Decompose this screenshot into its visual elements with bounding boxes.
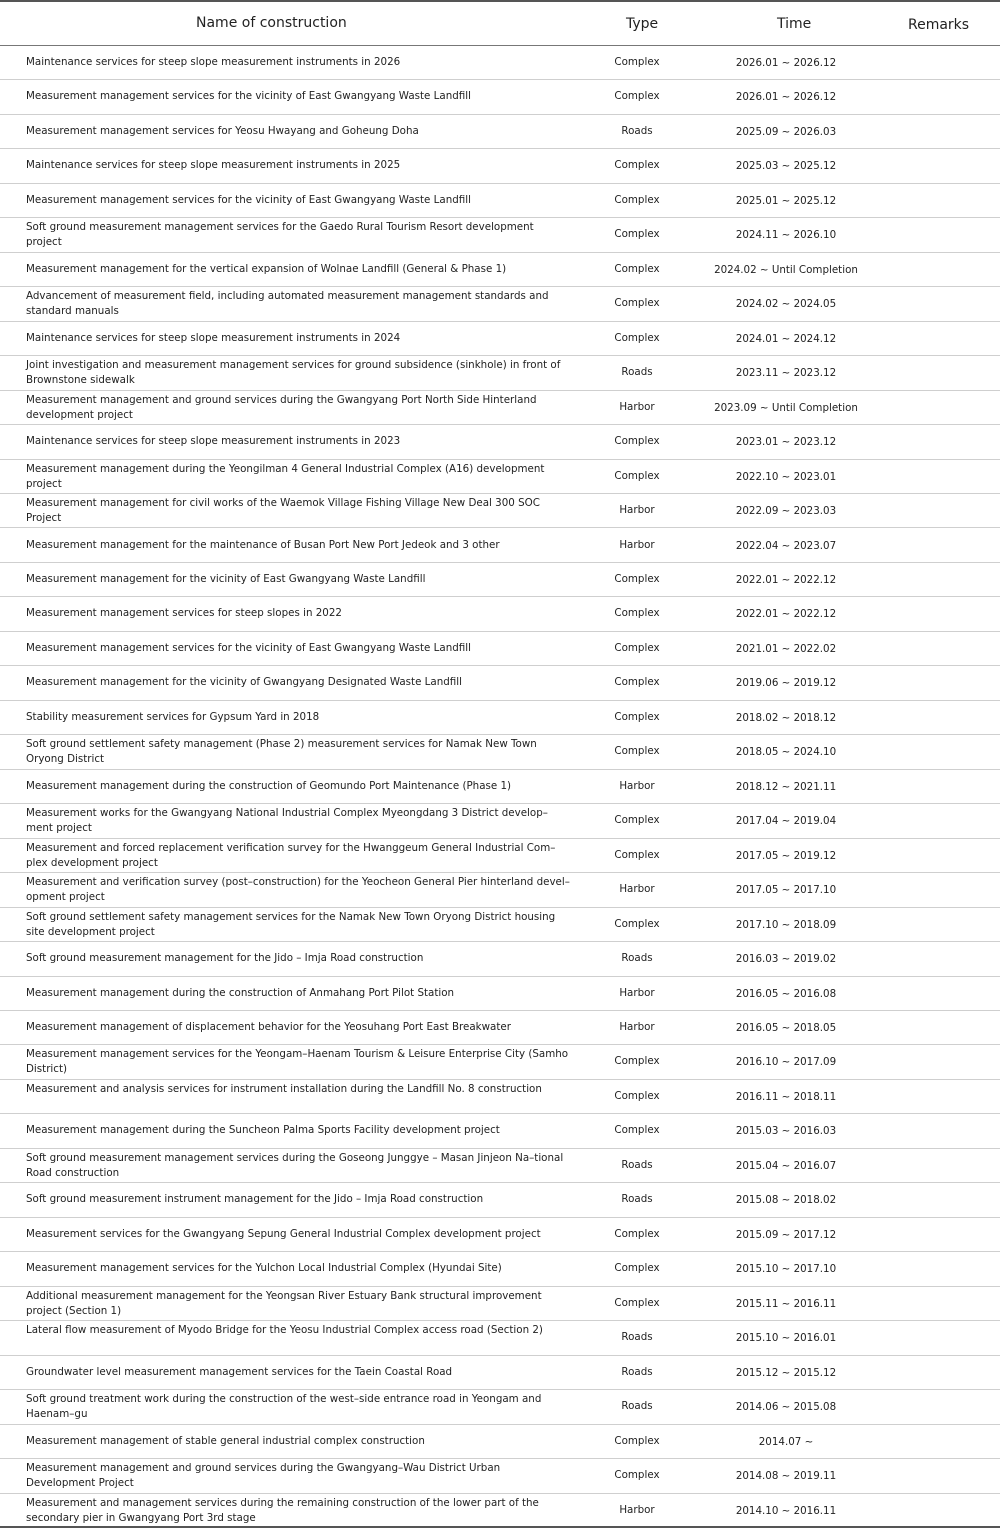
construction-type: Complex [614, 572, 660, 585]
table-row [0, 356, 1000, 390]
construction-type: Roads [621, 1193, 653, 1206]
construction-name: Measurement management for civil works of the Waemok Village Fishing Village New Deal 300 SOC Project [26, 497, 540, 525]
construction-time: 2014.10 ~ 2016.11 [735, 1504, 837, 1517]
table-row [0, 287, 1000, 321]
table-header [0, 0, 1000, 46]
table-row [0, 632, 1000, 666]
construction-type: Harbor [619, 1503, 655, 1516]
construction-name: Soft ground settlement safety management (Phase 2) measurement services for Namak New Town Oryong District [26, 738, 537, 766]
construction-time: 2016.05 ~ 2016.08 [735, 987, 837, 1000]
construction-name: Measurement management during the Suncheon Palma Sports Facility development project [26, 1124, 500, 1137]
table-row [0, 1218, 1000, 1252]
header-remarks: Remarks [908, 17, 970, 33]
construction-time: 2021.01 ~ 2022.02 [735, 642, 837, 655]
construction-time: 2015.04 ~ 2016.07 [735, 1159, 837, 1172]
construction-time: 2023.01 ~ 2023.12 [735, 436, 837, 449]
construction-type: Harbor [619, 504, 655, 517]
construction-name: Measurement and forced replacement verification survey for the Hwanggeum General Industrial Com–plex development project [26, 841, 556, 869]
construction-time: 2022.04 ~ 2023.07 [735, 539, 837, 552]
construction-time: 2024.02 ~ Until Completion [714, 263, 858, 276]
construction-time: 2022.01 ~ 2022.12 [735, 573, 837, 586]
table-row [0, 942, 1000, 976]
table-row [0, 1287, 1000, 1321]
construction-type: Harbor [619, 986, 655, 999]
construction-time: 2019.06 ~ 2019.12 [735, 677, 837, 690]
construction-name: Measurement and analysis services for instrument installation during the Landfill No. 8 construction [26, 1082, 542, 1095]
table-row [0, 115, 1000, 149]
construction-name: Measurement management services for the vicinity of East Gwangyang Waste Landfill [26, 90, 471, 103]
construction-type: Harbor [619, 400, 655, 413]
header-name: Name of construction [196, 15, 347, 31]
construction-type: Complex [614, 641, 660, 654]
table-row [0, 1183, 1000, 1217]
construction-type: Complex [614, 469, 660, 482]
construction-name: Soft ground treatment work during the construction of the west–side entrance road in Yeongam and Haenam–gu [26, 1393, 542, 1421]
construction-time: 2024.01 ~ 2024.12 [735, 332, 837, 345]
construction-name: Measurement management for the vertical expansion of Wolnae Landfill (General & Phase 1) [26, 262, 507, 275]
construction-name: Stability measurement services for Gypsum Yard in 2018 [26, 710, 320, 723]
construction-type: Roads [621, 124, 653, 137]
table-row [0, 735, 1000, 769]
construction-time: 2018.05 ~ 2024.10 [735, 746, 837, 759]
construction-time: 2015.11 ~ 2016.11 [735, 1297, 837, 1310]
table-row [0, 149, 1000, 183]
table-row [0, 1356, 1000, 1390]
construction-type: Complex [614, 193, 660, 206]
table-row [0, 1425, 1000, 1459]
construction-time: 2014.06 ~ 2015.08 [735, 1401, 837, 1414]
table-row [0, 494, 1000, 528]
header-time: Time [777, 16, 812, 32]
construction-type: Complex [614, 1055, 660, 1068]
construction-type: Roads [621, 1400, 653, 1413]
construction-type: Complex [614, 1089, 660, 1102]
table-row [0, 701, 1000, 735]
construction-name: Measurement management and ground services during the Gwangyang–Wau District Urban Development Project [26, 1462, 501, 1490]
construction-name: Groundwater level measurement management services for the Taein Coastal Road [26, 1365, 453, 1378]
construction-name: Measurement management services for the Yeongam–Haenam Tourism & Leisure Enterprise City (Samho District) [26, 1048, 569, 1076]
table-row [0, 839, 1000, 873]
construction-name: Measurement management of displacement behavior for the Yeosuhang Port East Breakwater [26, 1021, 511, 1034]
table-row [0, 1321, 1000, 1355]
construction-type: Complex [614, 1296, 660, 1309]
construction-type: Complex [614, 228, 660, 241]
construction-name: Maintenance services for steep slope measurement instruments in 2025 [26, 159, 401, 172]
table-row [0, 908, 1000, 942]
construction-type: Complex [614, 1469, 660, 1482]
table-row [0, 460, 1000, 494]
construction-name: Soft ground measurement instrument management for the Jido – Imja Road construction [26, 1193, 484, 1206]
construction-time: 2015.12 ~ 2015.12 [735, 1366, 837, 1379]
construction-time: 2025.03 ~ 2025.12 [735, 160, 837, 173]
table-row [0, 563, 1000, 597]
construction-name: Measurement management for the vicinity of Gwangyang Designated Waste Landfill [26, 676, 462, 689]
table-row [0, 1011, 1000, 1045]
table-row [0, 1080, 1000, 1114]
construction-type: Complex [614, 917, 660, 930]
construction-type: Complex [614, 710, 660, 723]
construction-type: Complex [614, 745, 660, 758]
construction-type: Roads [621, 1331, 653, 1344]
construction-name: Measurement works for the Gwangyang National Industrial Complex Myeongdang 3 District develop–ment project [26, 807, 548, 835]
construction-type: Roads [621, 1158, 653, 1171]
table-row [0, 804, 1000, 838]
construction-name: Soft ground measurement management services for the Gaedo Rural Tourism Resort development project [26, 221, 534, 249]
table-row [0, 425, 1000, 459]
construction-type: Complex [614, 159, 660, 172]
construction-time: 2017.10 ~ 2018.09 [735, 918, 837, 931]
construction-name: Soft ground measurement management services during the Goseong Junggye – Masan Jinjeon Na–tional Road construction [26, 1151, 564, 1179]
construction-type: Complex [614, 676, 660, 689]
construction-type: Complex [614, 435, 660, 448]
construction-type: Complex [614, 1227, 660, 1240]
construction-time: 2018.02 ~ 2018.12 [735, 711, 837, 724]
table-row [0, 770, 1000, 804]
construction-time: 2016.10 ~ 2017.09 [735, 1056, 837, 1069]
construction-type: Complex [614, 56, 660, 68]
construction-type: Complex [614, 814, 660, 827]
table-row [0, 80, 1000, 114]
construction-name: Measurement management services for Yeosu Hwayang and Goheung Doha [26, 124, 419, 137]
construction-time: 2017.05 ~ 2019.12 [735, 849, 837, 862]
table-row [0, 46, 1000, 80]
table-row [0, 1390, 1000, 1424]
construction-time: 2022.10 ~ 2023.01 [735, 470, 837, 483]
table-row [0, 1149, 1000, 1183]
table-row [0, 218, 1000, 252]
construction-name: Soft ground measurement management for the Jido – Imja Road construction [26, 952, 424, 965]
construction-type: Complex [614, 297, 660, 310]
table-row [0, 322, 1000, 356]
construction-name: Measurement management and ground services during the Gwangyang Port North Side Hinterland development project [26, 393, 537, 421]
construction-name: Measurement management for the vicinity of East Gwangyang Waste Landfill [26, 572, 426, 585]
construction-time: 2015.10 ~ 2016.01 [735, 1332, 837, 1345]
construction-name: Advancement of measurement field, including automated measurement management standards and standard manuals [26, 290, 549, 318]
construction-time: 2026.01 ~ 2026.12 [735, 57, 837, 69]
construction-type: Complex [614, 1124, 660, 1137]
construction-type: Roads [621, 1365, 653, 1378]
construction-name: Joint investigation and measurement management services for ground subsidence (sinkhole) in front of Brownstone sidewalk [26, 359, 561, 387]
construction-name: Measurement management of stable general industrial complex construction [26, 1434, 425, 1447]
table-row [0, 1252, 1000, 1286]
construction-time: 2024.11 ~ 2026.10 [735, 229, 837, 242]
construction-type: Roads [621, 366, 653, 379]
construction-name: Measurement management services for steep slopes in 2022 [26, 607, 342, 620]
table-row [0, 391, 1000, 425]
construction-time: 2018.12 ~ 2021.11 [735, 780, 837, 793]
construction-type: Harbor [619, 779, 655, 792]
construction-name: Measurement management during the Yeongilman 4 General Industrial Complex (A16) development project [26, 462, 545, 490]
construction-name: Measurement and verification survey (post–construction) for the Yeocheon General Pier hinterland devel–opment project [26, 876, 570, 904]
construction-type: Complex [614, 607, 660, 620]
construction-type: Complex [614, 331, 660, 344]
construction-time: 2017.04 ~ 2019.04 [735, 815, 837, 828]
construction-name: Soft ground settlement safety management services for the Namak New Town Oryong District housing site development project [26, 910, 556, 938]
construction-name: Additional measurement management for the Yeongsan River Estuary Bank structural improvement project (Section 1) [26, 1289, 542, 1317]
table-row [0, 977, 1000, 1011]
construction-type: Complex [614, 262, 660, 275]
construction-name: Measurement management services for the vicinity of East Gwangyang Waste Landfill [26, 641, 471, 654]
construction-type: Roads [621, 952, 653, 965]
construction-time: 2016.11 ~ 2018.11 [735, 1090, 837, 1103]
construction-type: Complex [614, 1434, 660, 1447]
construction-name: Measurement services for the Gwangyang Sepung General Industrial Complex development project [26, 1227, 541, 1240]
table-row [0, 666, 1000, 700]
construction-name: Maintenance services for steep slope measurement instruments in 2026 [26, 56, 401, 68]
construction-name: Lateral flow measurement of Myodo Bridge for the Yeosu Industrial Complex access road (Section 2) [26, 1324, 543, 1337]
construction-time: 2017.05 ~ 2017.10 [735, 884, 837, 897]
construction-time: 2015.03 ~ 2016.03 [735, 1125, 837, 1138]
construction-time: 2022.01 ~ 2022.12 [735, 608, 837, 621]
table-row [0, 1459, 1000, 1493]
construction-time: 2016.05 ~ 2018.05 [735, 1022, 837, 1035]
construction-name: Measurement management services for the vicinity of East Gwangyang Waste Landfill [26, 193, 471, 206]
construction-time: 2022.09 ~ 2023.03 [735, 505, 837, 518]
construction-time: 2025.01 ~ 2025.12 [735, 194, 837, 207]
table-row [0, 184, 1000, 218]
construction-time: 2014.07 ~ [758, 1435, 814, 1448]
header-type: Type [626, 16, 659, 32]
construction-time: 2026.01 ~ 2026.12 [735, 91, 837, 104]
construction-name: Maintenance services for steep slope measurement instruments in 2023 [26, 435, 401, 448]
table-row [0, 1114, 1000, 1148]
table-row [0, 1494, 1000, 1528]
table-row [0, 1045, 1000, 1079]
construction-time: 2015.10 ~ 2017.10 [735, 1263, 837, 1276]
table-row [0, 529, 1000, 563]
construction-time: 2023.09 ~ Until Completion [714, 401, 858, 414]
construction-name: Measurement management for the maintenance of Busan Port New Port Jedeok and 3 other [26, 538, 500, 551]
construction-time: 2025.09 ~ 2026.03 [735, 125, 837, 138]
construction-name: Maintenance services for steep slope measurement instruments in 2024 [26, 331, 401, 344]
construction-time: 2016.03 ~ 2019.02 [735, 953, 837, 966]
construction-time: 2015.08 ~ 2018.02 [735, 1194, 837, 1207]
construction-name: Measurement management during the construction of Anmahang Port Pilot Station [26, 986, 455, 999]
construction-time: 2024.02 ~ 2024.05 [735, 298, 837, 311]
table-row [0, 873, 1000, 907]
construction-type: Harbor [619, 883, 655, 896]
construction-type: Complex [614, 848, 660, 861]
construction-name: Measurement management services for the Yulchon Local Industrial Complex (Hyundai Site) [26, 1262, 502, 1275]
table-row [0, 253, 1000, 287]
construction-type: Complex [614, 1262, 660, 1275]
construction-name: Measurement management during the construction of Geomundo Port Maintenance (Phase 1) [26, 779, 512, 792]
construction-type: Harbor [619, 1021, 655, 1034]
construction-type: Complex [614, 90, 660, 103]
construction-time: 2014.08 ~ 2019.11 [735, 1470, 837, 1483]
construction-name: Measurement and management services during the remaining construction of the lower part of the secondary pier in Gwangyang Port 3rd stage [26, 1496, 539, 1524]
construction-time: 2015.09 ~ 2017.12 [735, 1228, 837, 1241]
construction-type: Harbor [619, 538, 655, 551]
table-row [0, 597, 1000, 631]
construction-time: 2023.11 ~ 2023.12 [735, 367, 837, 380]
